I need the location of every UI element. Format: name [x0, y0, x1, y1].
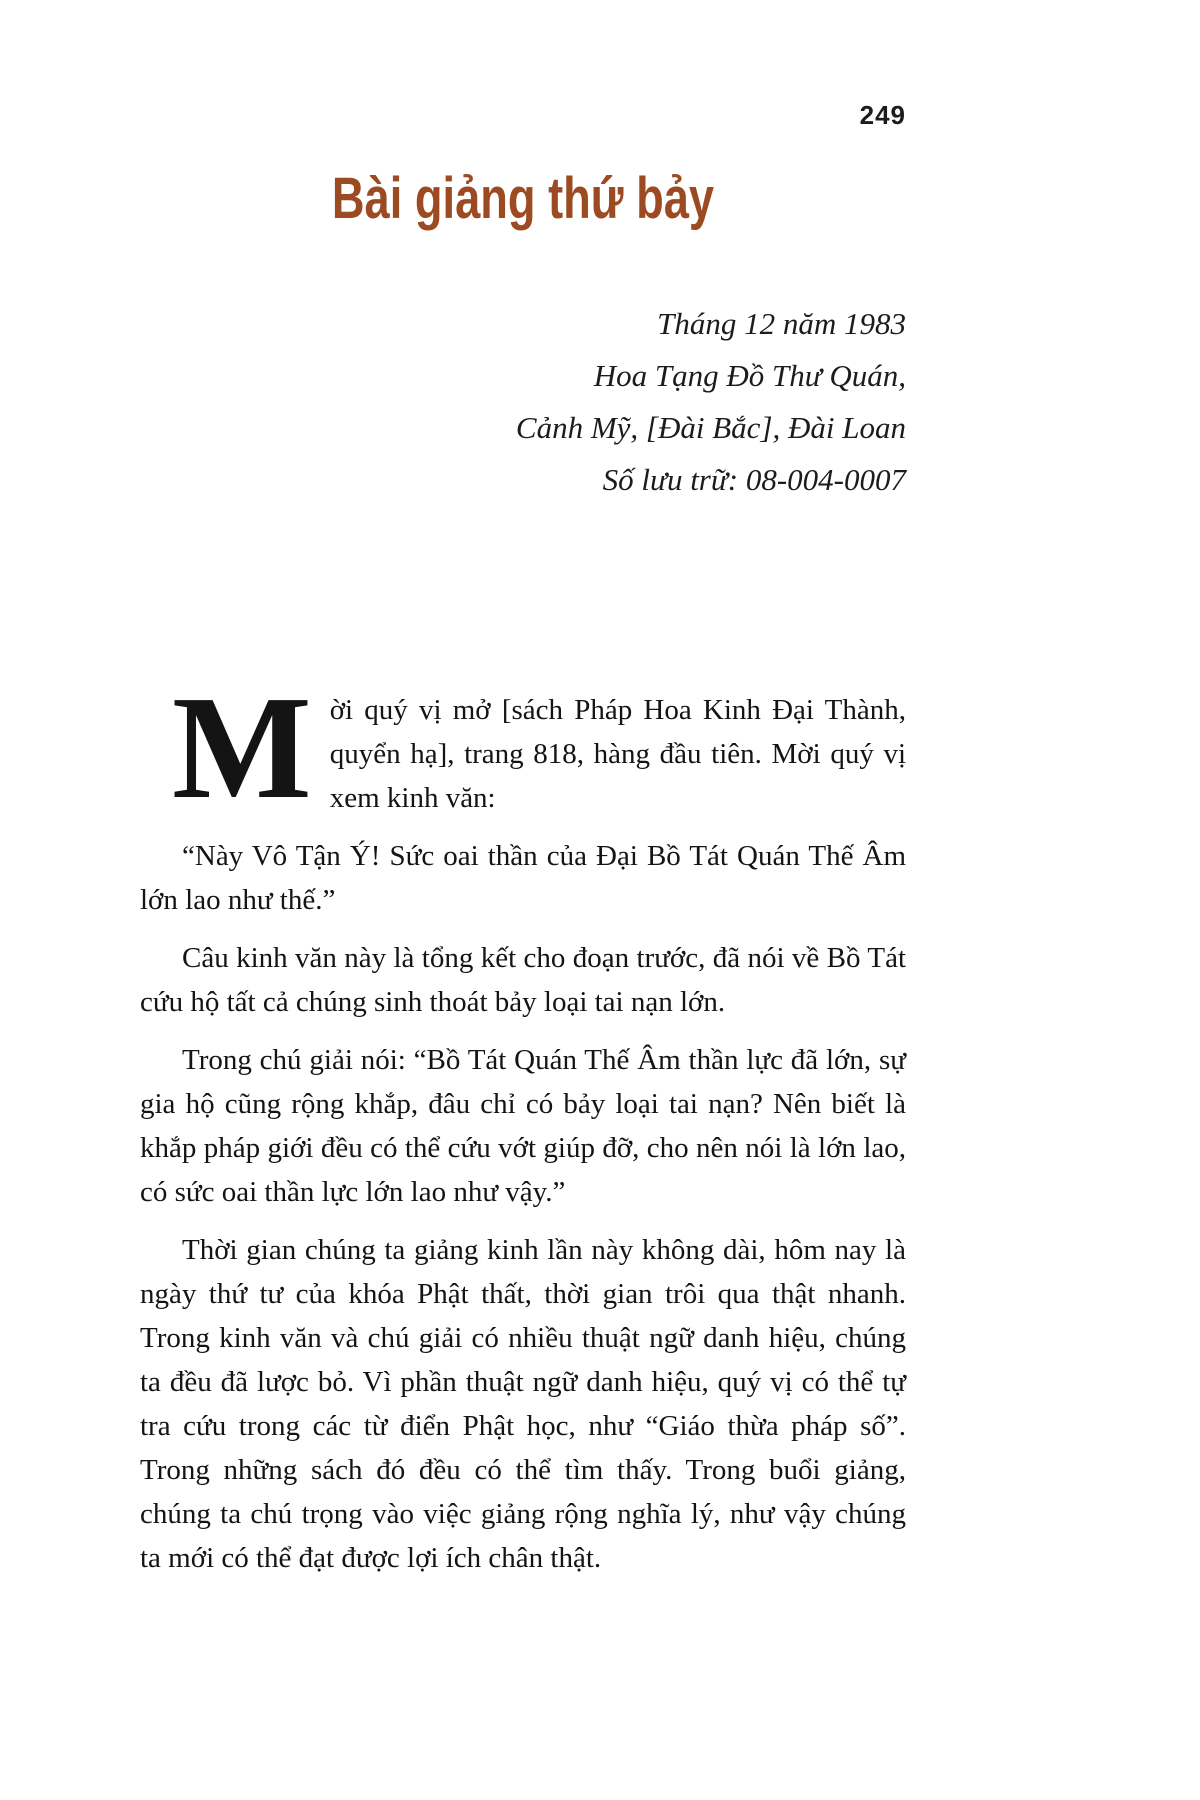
- page-number: 249: [859, 100, 906, 130]
- dateline-location: Cảnh Mỹ, [Đài Bắc], Đài Loan: [515, 410, 906, 445]
- chapter-title: Bài giảng thứ bảy: [331, 166, 715, 231]
- paragraph-lecture-notes: Thời gian chúng ta giảng kinh lần này không dài, hôm nay là ngày thứ tư của khóa Phật thất, thời gian trôi qua thật nhanh. Trong kinh văn và chú giải có nhiều thuật ngữ danh hiệu, chúng ta đều đã lược bỏ. Vì phần thuật ngữ danh hiệu, quý vị có thể tự tra cứu trong các từ điển Phật học, như “Giáo thừa pháp số”. Trong những sách đó đều có thể tìm thấy. Trong buổi giảng, chúng ta chú trọng vào việc giảng rộng nghĩa lý, như vậy chúng ta mới có thể đạt được lợi ích chân thật.: [140, 1234, 906, 1574]
- text-column: [140, 0, 906, 1594]
- dropcap-letter: M: [172, 666, 312, 830]
- paragraph-summary: Câu kinh văn này là tổng kết cho đoạn trước, đã nói về Bồ Tát cứu hộ tất cả chúng sinh thoát bảy loại tai nạn lớn.: [140, 942, 906, 1018]
- body-text: [140, 666, 906, 1580]
- chapter-title-wrap: [140, 165, 906, 232]
- paragraph-commentary-quote: Trong chú giải nói: “Bồ Tát Quán Thế Âm thần lực đã lớn, sự gia hộ cũng rộng khắp, đâu chỉ có bảy loại tai nạn? Nên biết là khắp pháp giới đều có thể cứu vớt giúp đỡ, cho nên nói là lớn lao, có sức oai thần lực lớn lao như vậy.”: [140, 1044, 906, 1208]
- paragraph-sutra-quote: “Này Vô Tận Ý! Sức oai thần của Đại Bồ Tát Quán Thế Âm lớn lao như thế.”: [140, 840, 906, 916]
- paragraph-dropcap-text: ời quý vị mở [sách Pháp Hoa Kinh Đại Thành, quyển hạ], trang 818, hàng đầu tiên. Mời quý vị xem kinh văn:: [329, 694, 906, 814]
- paragraph-dropcap: [140, 666, 906, 830]
- dateline-block: [140, 298, 906, 506]
- dateline-date: Tháng 12 năm 1983: [657, 306, 906, 341]
- dateline-archive-number: Số lưu trữ: 08-004-0007: [602, 462, 906, 497]
- dateline-venue: Hoa Tạng Đồ Thư Quán,: [593, 358, 906, 393]
